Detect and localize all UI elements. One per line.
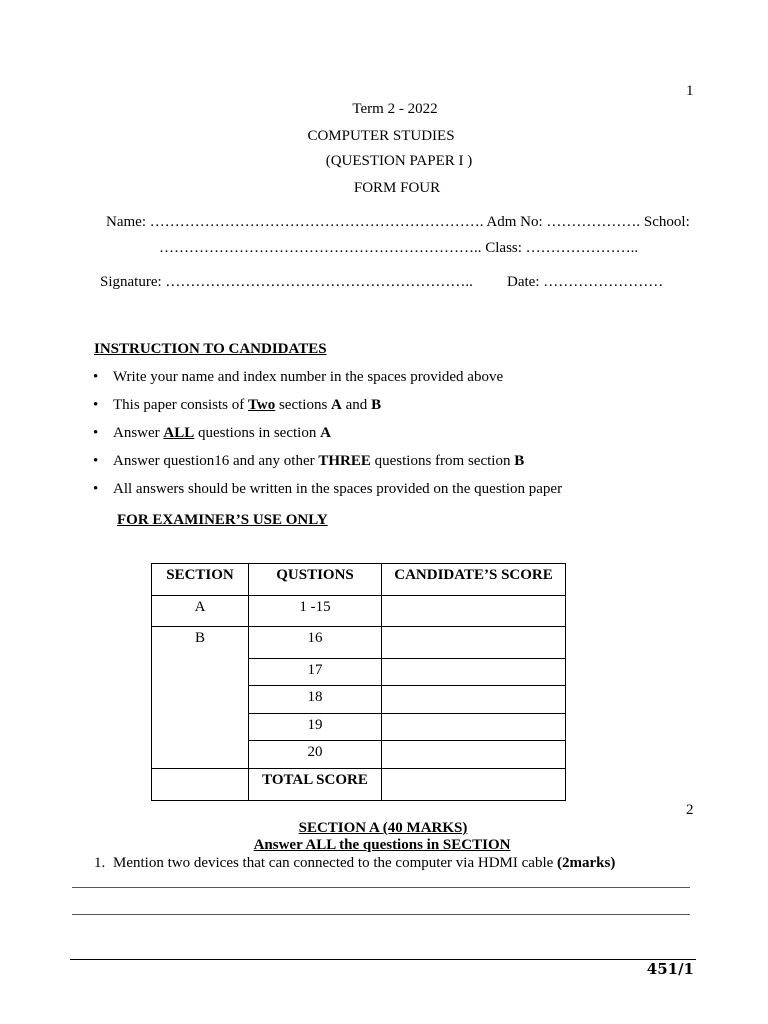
- question-1: Mention two devices that can connected to the computer via HDMI cable (2marks): [113, 855, 616, 871]
- class-field: ……………………………………………………….. Class: …………………..: [159, 240, 639, 256]
- score-cell: [382, 596, 566, 627]
- instruction-item: Write your name and index number in the spaces provided above: [113, 369, 504, 385]
- table-row: [152, 769, 566, 801]
- bullet-icon: •: [93, 397, 99, 413]
- score-cell: [382, 714, 566, 741]
- col-header-questions: QUSTIONS: [249, 564, 382, 596]
- question-cell: 20: [249, 741, 382, 769]
- question-cell: 16: [249, 627, 382, 659]
- instruction-item: This paper consists of Two sections A and B: [113, 397, 382, 413]
- footer-rule: [70, 959, 696, 960]
- table-row: [152, 596, 566, 627]
- section-cell: B: [152, 627, 249, 769]
- instructions-heading: INSTRUCTION TO CANDIDATES: [94, 341, 327, 357]
- question-cell: 1 -15: [249, 596, 382, 627]
- page-number: 2: [686, 802, 694, 818]
- section-cell: A: [152, 596, 249, 627]
- score-cell: [382, 769, 566, 801]
- paper-title: (QUESTION PAPER I ): [325, 153, 473, 169]
- subject-title: COMPUTER STUDIES: [307, 128, 455, 144]
- score-cell: [382, 627, 566, 659]
- table-row: [152, 627, 566, 659]
- section-a-subtitle: Answer ALL the questions in SECTION: [253, 837, 511, 853]
- score-cell: [382, 741, 566, 769]
- table-header-row: [152, 564, 566, 596]
- col-header-score: CANDIDATE’S SCORE: [382, 564, 566, 596]
- bullet-icon: •: [93, 481, 99, 497]
- question-cell: 18: [249, 686, 382, 714]
- question-cell: 19: [249, 714, 382, 741]
- bullet-icon: •: [93, 453, 99, 469]
- name-adm-school-field: Name: …………………………………………………………. Adm No: ………………. School:: [106, 214, 690, 230]
- instruction-item: Answer question16 and any other THREE questions from section B: [113, 453, 525, 469]
- instruction-item: All answers should be written in the spaces provided on the question paper: [113, 481, 563, 497]
- question-number: 1.: [94, 855, 106, 871]
- question-cell: 17: [249, 659, 382, 686]
- instruction-item: Answer ALL questions in section A: [113, 425, 331, 441]
- score-cell: [382, 686, 566, 714]
- score-table: [151, 563, 566, 801]
- date-field: Date: ……………………: [507, 274, 664, 290]
- signature-field: Signature: ……………………………………………………..: [100, 274, 473, 290]
- paper-code: 451/1: [646, 960, 694, 978]
- score-cell: [382, 659, 566, 686]
- term-label: Term 2 - 2022: [352, 101, 438, 117]
- total-score-label: TOTAL SCORE: [249, 769, 382, 801]
- form-label: FORM FOUR: [353, 180, 441, 196]
- examiner-heading: FOR EXAMINER’S USE ONLY: [117, 512, 328, 528]
- answer-line: [72, 914, 690, 915]
- section-cell: [152, 769, 249, 801]
- page-number: 1: [686, 83, 694, 99]
- answer-line: [72, 887, 690, 888]
- bullet-icon: •: [93, 425, 99, 441]
- col-header-section: SECTION: [152, 564, 249, 596]
- section-a-title: SECTION A (40 MARKS): [298, 820, 468, 836]
- bullet-icon: •: [93, 369, 99, 385]
